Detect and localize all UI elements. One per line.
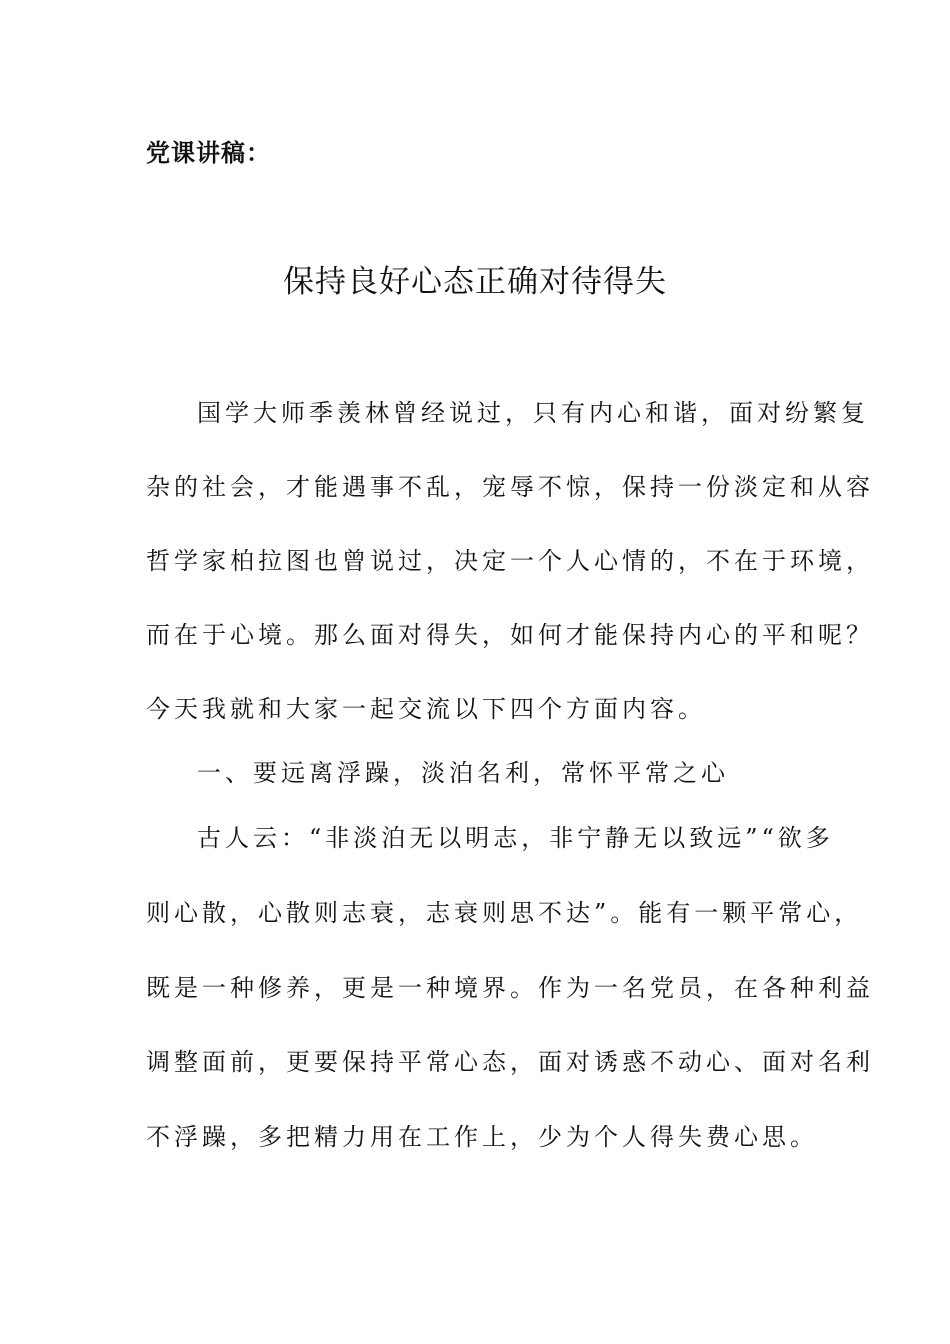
paragraph-2-line-1: 古人云：“非淡泊无以明志，非宁静无以致远”“欲多 bbox=[197, 824, 834, 852]
section-heading-1: 一、要远离浮躁，淡泊名利，常怀平常之心 bbox=[197, 759, 729, 787]
paragraph-2-line-5: 不浮躁，多把精力用在工作上，少为个人得失费心思。 bbox=[146, 1123, 818, 1151]
paragraph-1-line-2: 杂的社会，才能遇事不乱，宠辱不惊，保持一份淡定和从容 bbox=[146, 473, 874, 501]
paragraph-2-line-3: 既是一种修养，更是一种境界。作为一名党员，在各种利益 bbox=[146, 974, 874, 1002]
paragraph-2-line-2: 则心散，心散则志衰，志衰则思不达”。能有一颗平常心， bbox=[146, 899, 863, 927]
document-label: 党课讲稿： bbox=[146, 139, 271, 167]
document-title: 保持良好心态正确对待得失 bbox=[283, 264, 667, 300]
paragraph-2-line-4: 调整面前，更要保持平常心态，面对诱惑不动心、面对名利 bbox=[146, 1048, 874, 1076]
paragraph-1-line-4: 而在于心境。那么面对得失，如何才能保持内心的平和呢？ bbox=[146, 621, 874, 649]
paragraph-1-line-5: 今天我就和大家一起交流以下四个方面内容。 bbox=[146, 695, 706, 723]
paragraph-1-line-3: 哲学家柏拉图也曾说过，决定一个人心情的，不在于环境， bbox=[146, 547, 874, 575]
paragraph-1-line-1: 国学大师季羡林曾经说过，只有内心和谐，面对纷繁复 bbox=[197, 399, 869, 427]
